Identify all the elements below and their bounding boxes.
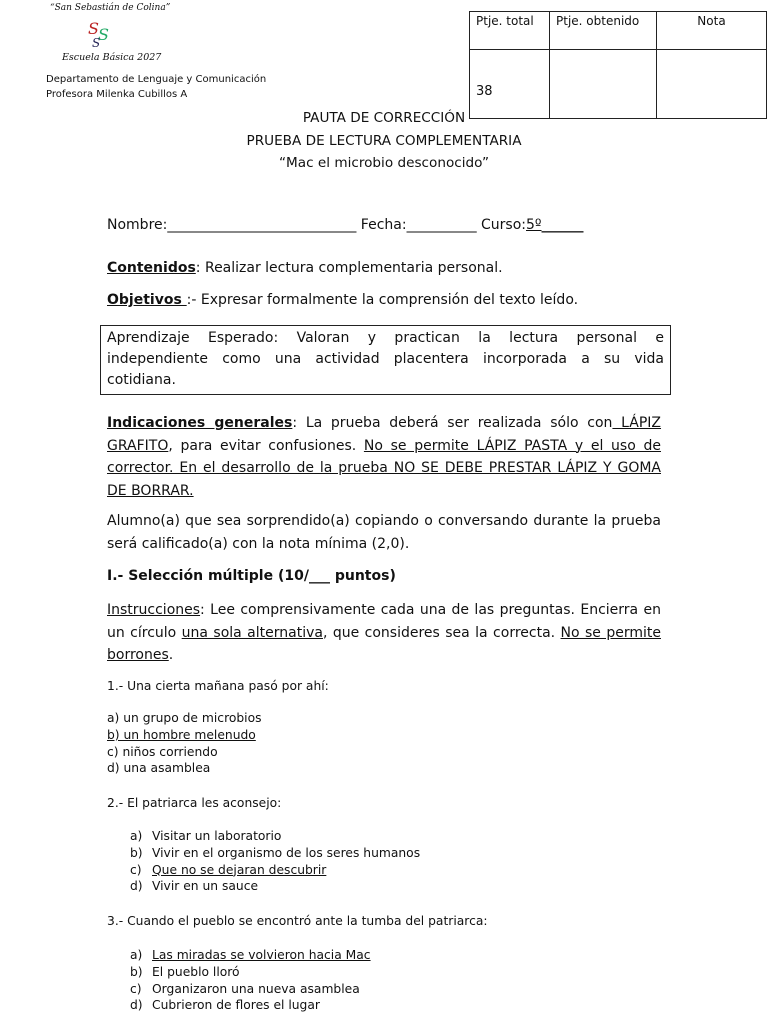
indicaciones-underline-2: No se permite LÁPIZ PASTA y el uso de corrector. En el desarrollo de la prueba NO SE DEBE PRESTAR LÁPIZ Y GOMA DE BORRAR.: [107, 437, 661, 499]
option-3c-letter: c): [130, 981, 142, 996]
option-2c[interactable]: [130, 862, 420, 879]
option-1c[interactable]: c) niños corriendo: [107, 744, 218, 759]
option-2a-text: Visitar un laboratorio: [152, 829, 282, 843]
instrucciones-text-3: .: [168, 647, 174, 663]
option-2b[interactable]: [130, 845, 420, 862]
option-1d[interactable]: d) una asamblea: [107, 761, 211, 776]
instrucciones-label: Instrucciones: [107, 602, 201, 618]
aprendizaje-esperado-box: [100, 325, 671, 395]
instrucciones-text-1: : Lee comprensivamente cada una de las preguntas. Encierra en un círculo: [107, 602, 661, 641]
indicaciones-text-1: : La prueba deberá ser realizada sólo con: [292, 415, 613, 431]
option-3d-letter: d): [130, 998, 143, 1013]
department: Departamento de Lenguaje y Comunicación: [46, 74, 267, 85]
school-logo-icon: [86, 18, 122, 48]
teacher: Profesora Milenka Cubillos A: [46, 89, 188, 100]
student-form: [107, 217, 584, 233]
option-1b[interactable]: b) un hombre melenudo: [107, 727, 256, 742]
svg-text:S: S: [88, 19, 99, 38]
indicaciones-underline-1: LÁPIZ GRAFITO: [107, 415, 662, 454]
instrucciones: [107, 599, 661, 667]
option-3a-text: Las miradas se volvieron hacia Mac: [152, 948, 371, 962]
aprendizaje-line-3: cotidiana.: [107, 372, 176, 388]
objetivos-label: Objetivos: [107, 292, 187, 308]
indicaciones-text-2: , para evitar confusiones.: [168, 437, 364, 454]
curso-label: Curso:: [481, 217, 527, 233]
curso-value: 5º: [526, 217, 542, 233]
header-total: Ptje. total: [470, 12, 550, 50]
option-2a-letter: a): [130, 829, 143, 843]
header-obtained: Ptje. obtenido: [550, 12, 657, 50]
option-3a-letter: a): [130, 948, 143, 962]
option-2d-text: Vivir en un sauce: [152, 879, 259, 894]
option-2d-letter: d): [130, 879, 143, 894]
option-3d-text: Cubrieron de flores el lugar: [152, 998, 320, 1013]
nombre-blank[interactable]: ___________________________: [167, 217, 357, 233]
option-3b-text: El pueblo lloró: [152, 964, 240, 979]
indicaciones: [107, 412, 661, 502]
score-table: [469, 11, 767, 119]
instrucciones-text-2: , que consideres sea la correcta.: [322, 624, 561, 641]
school-motto: “San Sebastián de Colina”: [50, 3, 171, 13]
option-1a[interactable]: a) un grupo de microbios: [107, 711, 262, 725]
option-2d[interactable]: [130, 878, 420, 895]
option-3b-letter: b): [130, 964, 143, 979]
nombre-label: Nombre:: [107, 217, 168, 233]
svg-text:S: S: [98, 25, 109, 44]
doc-subtitle: PRUEBA DE LECTURA COMPLEMENTARIA: [246, 133, 522, 149]
option-3c[interactable]: [130, 981, 371, 998]
curso-blank[interactable]: ______: [541, 217, 584, 233]
option-3a[interactable]: [130, 947, 371, 964]
svg-text:S: S: [92, 36, 101, 48]
option-2c-text: Que no se dejaran descubrir: [152, 862, 327, 877]
option-3b[interactable]: [130, 964, 371, 981]
question-3: 3.- Cuando el pueblo se encontró ante la tumba del patriarca:: [107, 914, 488, 928]
contenidos: [107, 260, 503, 276]
value-obtained: [550, 50, 657, 119]
option-2b-letter: b): [130, 845, 143, 860]
contenidos-text: : Realizar lectura complementaria personal.: [195, 260, 503, 276]
question-1-options: [107, 710, 262, 777]
option-2b-text: Vivir en el organismo de los seres humanos: [152, 845, 421, 860]
objetivos-text: :- Expresar formalmente la comprensión del texto leído.: [186, 292, 579, 308]
aprendizaje-line-2: independiente como una actividad placentera incorporada a su vida: [107, 351, 664, 367]
option-2c-letter: c): [130, 862, 142, 877]
option-2a[interactable]: [130, 828, 420, 845]
value-total: 38: [470, 50, 550, 119]
fecha-blank[interactable]: __________: [406, 217, 477, 233]
question-3-options: [130, 947, 371, 1014]
section-1-title: I.- Selección múltiple (10/___ puntos): [107, 568, 396, 584]
instrucciones-underline-2: No se permite borrones: [107, 624, 661, 663]
book-title: “Mac el microbio desconocido”: [278, 155, 490, 171]
question-1: 1.- Una cierta mañana pasó por ahí:: [107, 679, 329, 693]
value-grade: [657, 50, 767, 119]
doc-title: PAUTA DE CORRECCIÓN: [302, 110, 466, 126]
question-2: 2.- El patriarca les aconsejo:: [107, 796, 282, 810]
option-3c-text: Organizaron una nueva asamblea: [152, 981, 360, 996]
contenidos-label: Contenidos: [107, 260, 196, 276]
question-2-options: [130, 828, 420, 895]
school-name: Escuela Básica 2027: [62, 52, 162, 63]
aprendizaje-line-1: Aprendizaje Esperado: Valoran y practican la lectura personal e: [107, 330, 664, 346]
indicaciones-label: Indicaciones generales: [107, 415, 293, 431]
header-grade: Nota: [657, 12, 767, 50]
instrucciones-underline-1: una sola alternativa: [181, 624, 323, 641]
fecha-label: Fecha:: [360, 217, 407, 233]
alumno-warning: Alumno(a) que sea sorprendido(a) copiando o conversando durante la prueba será calificado(a) con la nota mínima (2,0).: [107, 513, 661, 552]
department-info: [46, 72, 266, 102]
objetivos: [107, 292, 578, 308]
option-3d[interactable]: [130, 997, 371, 1014]
